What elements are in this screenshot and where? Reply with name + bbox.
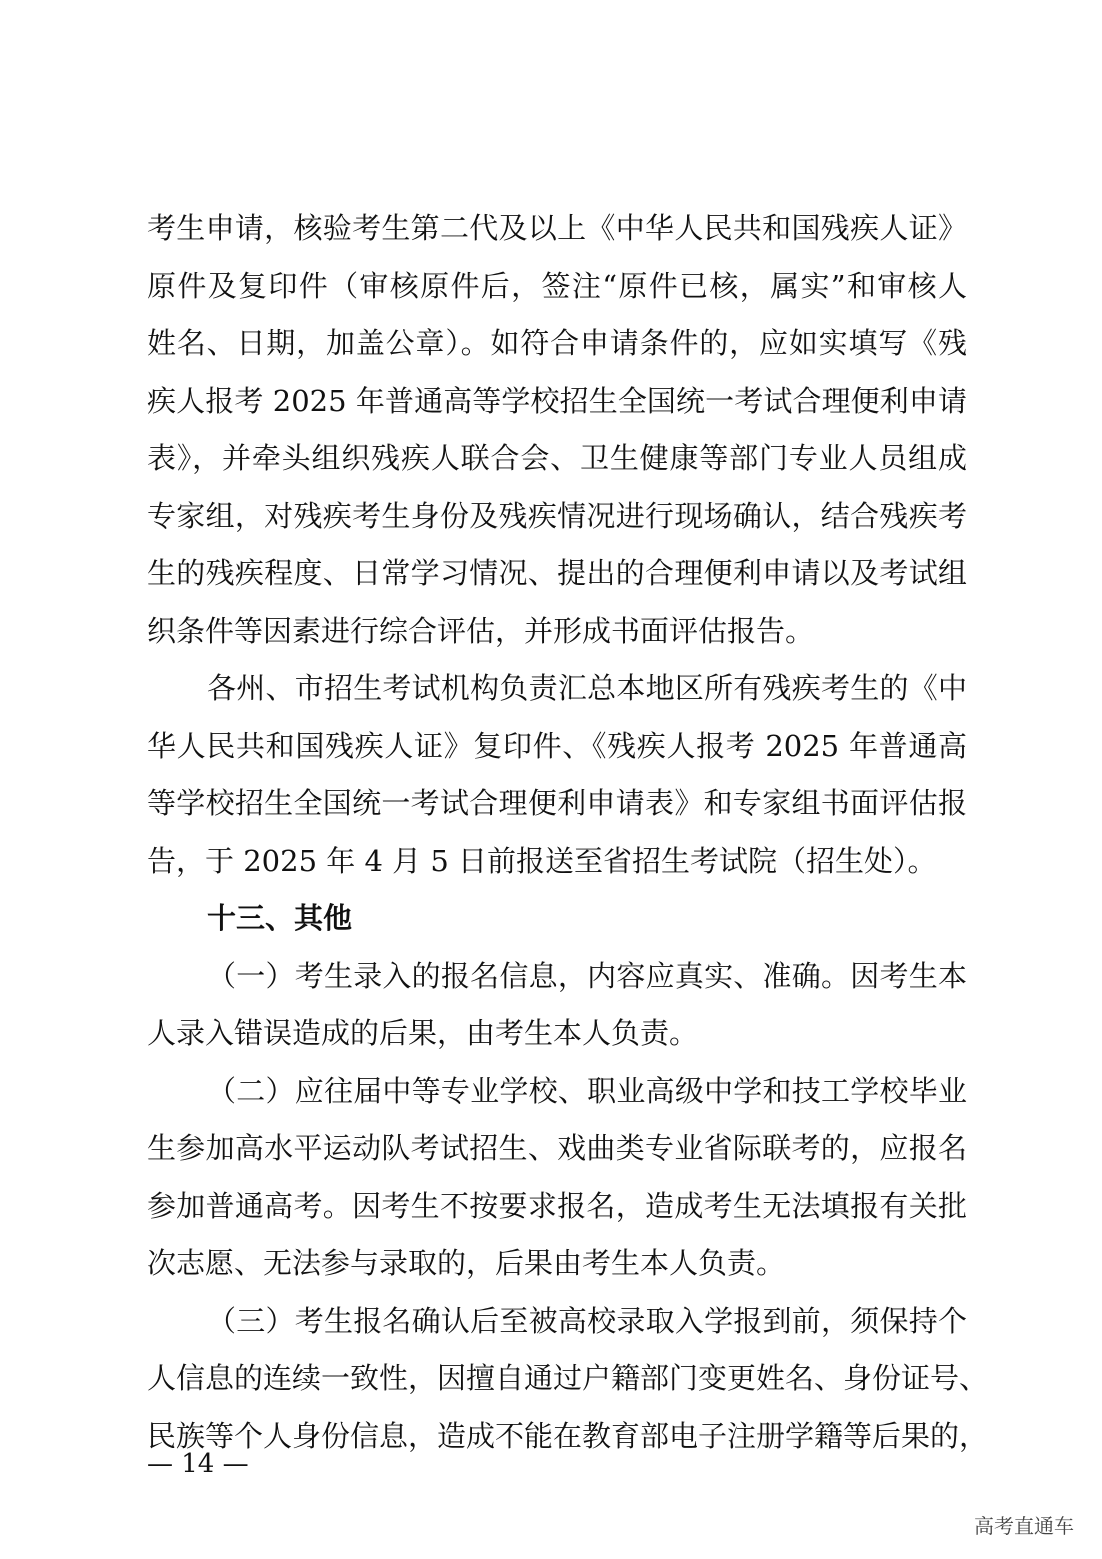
document-body xyxy=(147,200,989,1465)
text-line: 生的残疾程度、日常学习情况、提出的合理便利申请以及考试组 xyxy=(147,556,967,590)
page-number: — 14 — xyxy=(147,1449,249,1479)
paragraph-first-line: （三）考生报名确认后至被高校录取入学报到前，须保持个 xyxy=(207,1303,967,1338)
text-line: 华人民共和国残疾人证》复印件、《残疾人报考 2025 年普通高 xyxy=(147,728,967,763)
text-line: 原件及复印件（审核原件后，签注“原件已核，属实”和审核人 xyxy=(147,268,967,303)
text-line: 姓名、日期，加盖公章）。如符合申请条件的，应如实填写《残 xyxy=(147,326,967,360)
text-line: 人录入错误造成的后果，由考生本人负责。 xyxy=(147,1016,699,1050)
text-line: 生参加高水平运动队考试招生、戏曲类专业省际联考的，应报名 xyxy=(147,1131,967,1165)
section-heading: 十三、其他 xyxy=(207,901,353,935)
text-line: 织条件等因素进行综合评估，并形成书面评估报告。 xyxy=(147,613,815,648)
text-line: 次志愿、无法参与录取的，后果由考生本人负责。 xyxy=(147,1246,786,1280)
text-line: 专家组，对残疾考生身份及残疾情况进行现场确认，结合残疾考 xyxy=(147,498,967,533)
text-line: 疾人报考 2025 年普通高等学校招生全国统一考试合理便利申请 xyxy=(147,383,967,418)
paragraph-first-line: 各州、市招生考试机构负责汇总本地区所有残疾考生的《中 xyxy=(207,671,967,705)
text-line: 表》，并牵头组织残疾人联合会、卫生健康等部门专业人员组成 xyxy=(147,441,967,475)
paragraph-first-line: （二）应往届中等专业学校、职业高级中学和技工学校毕业 xyxy=(207,1073,967,1108)
text-line: 参加普通高考。因考生不按要求报名，造成考生无法填报有关批 xyxy=(147,1188,967,1223)
text-line: 人信息的连续一致性，因擅自通过户籍部门变更姓名、身份证号、 xyxy=(147,1361,989,1395)
text-line: 告，于 2025 年 4 月 5 日前报送至省招生考试院（招生处）。 xyxy=(147,843,937,878)
watermark-text: 高考直通车 xyxy=(974,1514,1074,1538)
text-line: 考生申请，核验考生第二代及以上《中华人民共和国残疾人证》 xyxy=(147,211,967,245)
paragraph-first-line: （一）考生录入的报名信息，内容应真实、准确。因考生本 xyxy=(207,958,967,993)
text-line: 民族等个人身份信息，造成不能在教育部电子注册学籍等后果的， xyxy=(147,1418,989,1453)
text-line: 等学校招生全国统一考试合理便利申请表》和专家组书面评估报 xyxy=(147,786,967,820)
